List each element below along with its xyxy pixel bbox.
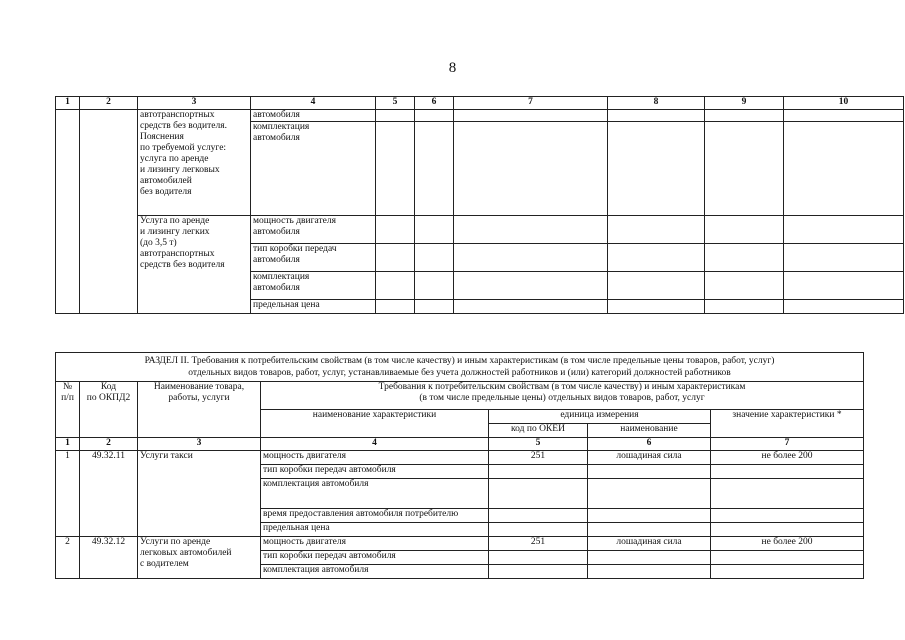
header-unit: единица измерения bbox=[489, 410, 711, 424]
column-number: 3 bbox=[138, 438, 261, 451]
column-number: 6 bbox=[415, 97, 454, 110]
unit-name bbox=[588, 551, 711, 565]
table-row bbox=[56, 537, 864, 551]
column-number: 4 bbox=[261, 438, 489, 451]
item-number: 2 bbox=[56, 537, 80, 579]
characteristic-cell: предельная цена bbox=[251, 300, 376, 314]
characteristic-name: мощность двигателя bbox=[261, 537, 489, 551]
unit-name: лошадиная сила bbox=[588, 537, 711, 551]
item-code: 49.32.12 bbox=[80, 537, 138, 579]
section-title-row bbox=[56, 353, 864, 382]
column-number: 8 bbox=[608, 97, 705, 110]
header-okei: код по ОКЕИ bbox=[489, 424, 588, 438]
item-number: 1 bbox=[56, 451, 80, 537]
characteristic-value bbox=[711, 565, 864, 579]
characteristic-value bbox=[711, 509, 864, 523]
characteristic-cell: тип коробки передач автомобиля bbox=[251, 244, 376, 272]
column-number: 7 bbox=[711, 438, 864, 451]
column-number: 3 bbox=[138, 97, 251, 110]
service-name-cell: Услуга по аренде и лизингу легких (до 3,5 т) автотранспортных средств без водителя bbox=[138, 216, 251, 314]
column-number: 2 bbox=[80, 438, 138, 451]
unit-name bbox=[588, 465, 711, 479]
characteristic-cell: мощность двигателя автомобиля bbox=[251, 216, 376, 244]
characteristic-value bbox=[711, 465, 864, 479]
column-number-row bbox=[56, 438, 864, 451]
okei-code bbox=[489, 465, 588, 479]
column-number: 4 bbox=[251, 97, 376, 110]
header-char-name: наименование характеристики bbox=[261, 410, 489, 438]
column-number-row bbox=[56, 97, 904, 110]
characteristic-cell: автомобиля bbox=[251, 110, 376, 122]
characteristic-name: тип коробки передач автомобиля bbox=[261, 551, 489, 565]
column-number: 5 bbox=[376, 97, 415, 110]
column-number: 5 bbox=[489, 438, 588, 451]
item-name: Услуги такси bbox=[138, 451, 261, 537]
table-row bbox=[56, 451, 864, 465]
header-name: Наименование товара, работы, услуги bbox=[138, 382, 261, 438]
okei-code bbox=[489, 551, 588, 565]
unit-name bbox=[588, 479, 711, 509]
header-row bbox=[56, 382, 864, 410]
characteristic-name: мощность двигателя bbox=[261, 451, 489, 465]
characteristic-value: не более 200 bbox=[711, 451, 864, 465]
column-number: 1 bbox=[56, 97, 80, 110]
characteristic-value bbox=[711, 551, 864, 565]
section-two-table bbox=[55, 352, 864, 579]
unit-name bbox=[588, 509, 711, 523]
empty-cell bbox=[56, 110, 80, 314]
characteristic-value bbox=[711, 479, 864, 509]
column-number: 9 bbox=[705, 97, 784, 110]
header-requirements: Требования к потребительским свойствам (в том числе качеству) и иным характеристикам (в том числе предельные цены) отдельных видов товаров, работ, услуг bbox=[261, 382, 864, 410]
characteristic-value: не более 200 bbox=[711, 537, 864, 551]
okei-code bbox=[489, 479, 588, 509]
characteristic-name: тип коробки передач автомобиля bbox=[261, 465, 489, 479]
characteristic-name: предельная цена bbox=[261, 523, 489, 537]
column-number: 10 bbox=[784, 97, 904, 110]
okei-code bbox=[489, 565, 588, 579]
requirements-table-continued bbox=[55, 96, 904, 314]
okei-code bbox=[489, 523, 588, 537]
service-name-cell: автотранспортных средств без водителя. Пояснения по требуемой услуге: услуга по аренде и лизингу легковых автомобилей без водителя bbox=[138, 110, 251, 216]
okei-code: 251 bbox=[489, 537, 588, 551]
column-number: 6 bbox=[588, 438, 711, 451]
column-number: 1 bbox=[56, 438, 80, 451]
characteristic-name: комплектация автомобиля bbox=[261, 565, 489, 579]
characteristic-cell: комплектация автомобиля bbox=[251, 122, 376, 216]
characteristic-cell: комплектация автомобиля bbox=[251, 272, 376, 300]
page-number: 8 bbox=[448, 60, 457, 76]
characteristic-name: время предоставления автомобиля потребителю bbox=[261, 509, 489, 523]
okei-code: 251 bbox=[489, 451, 588, 465]
unit-name: лошадиная сила bbox=[588, 451, 711, 465]
unit-name bbox=[588, 523, 711, 537]
empty-cell bbox=[80, 110, 138, 314]
okei-code bbox=[489, 509, 588, 523]
table-row bbox=[56, 110, 904, 122]
column-number: 2 bbox=[80, 97, 138, 110]
column-number: 7 bbox=[454, 97, 608, 110]
item-code: 49.32.11 bbox=[80, 451, 138, 537]
header-value: значение характеристики * bbox=[711, 410, 864, 438]
header-no: № п/п bbox=[56, 382, 80, 438]
header-unit-name: наименование bbox=[588, 424, 711, 438]
table-row bbox=[56, 216, 904, 244]
item-name: Услуги по аренде легковых автомобилей с водителем bbox=[138, 537, 261, 579]
characteristic-value bbox=[711, 523, 864, 537]
unit-name bbox=[588, 565, 711, 579]
characteristic-name: комплектация автомобиля bbox=[261, 479, 489, 509]
section-title: РАЗДЕЛ II. Требования к потребительским свойствам (в том числе качеству) и иным характеристикам (в том числе предельные цены товаров, работ, услуг) отдельных видов товаров, работ, услуг, устанавливаемые без учета должностей работников и (или) категорий должностей работников bbox=[56, 353, 864, 382]
header-code: Код по ОКПД2 bbox=[80, 382, 138, 438]
